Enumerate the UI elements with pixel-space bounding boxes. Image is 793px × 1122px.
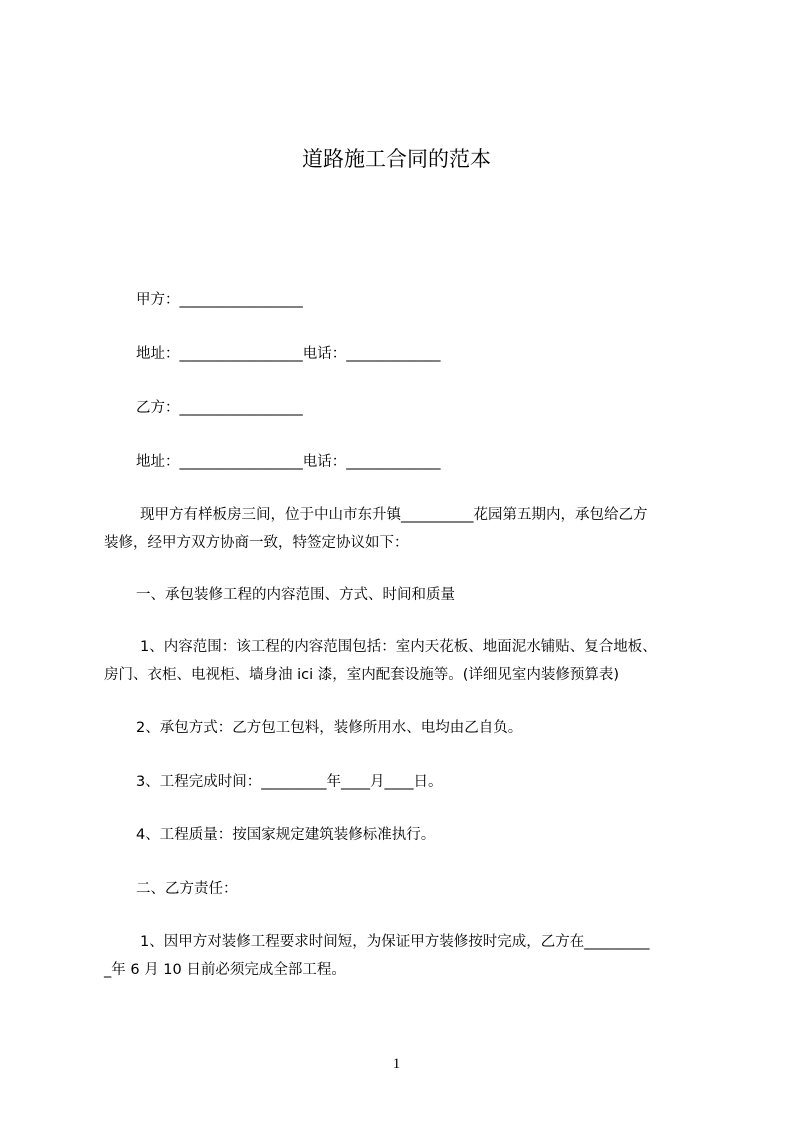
document-title: 道路施工合同的范本	[302, 147, 491, 171]
party-b-address-line: 地址：_________________电话：_____________	[136, 454, 441, 470]
item1-3: 3、工程完成时间：_________年____月____日。	[136, 774, 443, 790]
party-b-line: 乙方：_________________	[136, 400, 303, 416]
item2-1-line2: _年 6 月 10 日前必须完成全部工程。	[104, 962, 346, 978]
item1-4: 4、工程质量：按国家规定建筑装修标准执行。	[136, 827, 436, 843]
item1-1-line1: 1、内容范围：该工程的内容范围包括：室内天花板、地面泥水铺贴、复合地板、	[140, 639, 657, 655]
section2-heading: 二、乙方责任：	[136, 881, 238, 897]
item2-1-line1: 1、因甲方对装修工程要求时间短，为保证甲方装修按时完成，乙方在_________	[140, 934, 650, 950]
item1-1-line2: 房门、衣柜、电视柜、墙身油 ici 漆，室内配套设施等。(详细见室内装修预算表)	[104, 667, 620, 683]
page-number: 1	[392, 1056, 401, 1072]
intro-paragraph-line1: 现甲方有样板房三间，位于中山市东升镇__________花园第五期内，承包给乙方	[140, 507, 648, 523]
section1-heading: 一、承包装修工程的内容范围、方式、时间和质量	[136, 587, 455, 603]
party-a-line: 甲方：_________________	[136, 292, 303, 308]
item1-2: 2、承包方式：乙方包工包料，装修所用水、电均由乙自负。	[136, 720, 523, 736]
party-a-address-line: 地址：_________________电话：_____________	[136, 346, 441, 362]
intro-paragraph-line2: 装修，经甲方双方协商一致，特签定协议如下：	[104, 535, 409, 551]
